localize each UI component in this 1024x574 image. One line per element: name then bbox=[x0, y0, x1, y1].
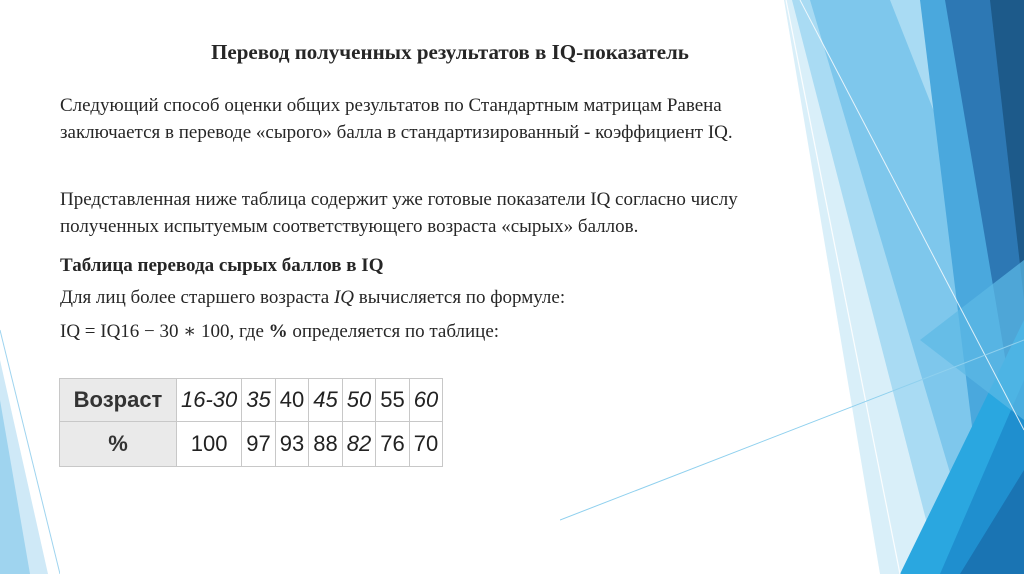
formula-intro bbox=[60, 284, 800, 311]
age-cell: 45 bbox=[309, 379, 342, 422]
slide-title: Перевод полученных результатов в IQ-показатель bbox=[211, 40, 689, 64]
left-decor-shapes bbox=[0, 0, 60, 574]
age-cell: 60 bbox=[409, 379, 442, 422]
row-label-age: Возраст bbox=[60, 379, 177, 422]
formula-percent-sign: % bbox=[268, 321, 288, 342]
percent-cell: 88 bbox=[309, 422, 342, 467]
table-caption: Таблица перевода сырых баллов в IQ bbox=[60, 255, 384, 276]
table-row-age bbox=[60, 379, 443, 422]
age-cell: 55 bbox=[376, 379, 409, 422]
table-row-percent bbox=[60, 422, 443, 467]
row-label-percent: % bbox=[60, 422, 177, 467]
percent-cell: 97 bbox=[242, 422, 275, 467]
percent-cell: 100 bbox=[177, 422, 242, 467]
formula-tail: определяется по таблице: bbox=[287, 321, 500, 342]
formula-intro-iq: IQ bbox=[333, 287, 355, 308]
formula-intro-after: вычисляется по формуле: bbox=[354, 287, 566, 308]
paragraph-table-description: Представленная ниже таблица содержит уже готовые показатели IQ согласно числу полученных испытуемым соответствующего возраста «сырых» баллов. bbox=[60, 189, 738, 237]
iq-conversion-table bbox=[59, 378, 443, 467]
age-cell: 35 bbox=[242, 379, 275, 422]
age-cell: 16-30 bbox=[177, 379, 242, 422]
percent-cell: 76 bbox=[376, 422, 409, 467]
age-cell: 40 bbox=[275, 379, 308, 422]
percent-cell: 93 bbox=[275, 422, 308, 467]
paragraph-method: Следующий способ оценки общих результатов по Стандартным матрицам Равена заключается в переводе «сырого» балла в стандартизированный - коэффициент IQ. bbox=[60, 95, 733, 143]
age-cell: 50 bbox=[342, 379, 375, 422]
formula-intro-before: Для лиц более старшего возраста bbox=[60, 287, 334, 308]
percent-cell: 70 bbox=[409, 422, 442, 467]
formula-expression: IQ = IQ16 − 30 ∗ 100, где bbox=[60, 321, 269, 342]
formula-line bbox=[60, 318, 800, 345]
percent-cell: 82 bbox=[342, 422, 375, 467]
